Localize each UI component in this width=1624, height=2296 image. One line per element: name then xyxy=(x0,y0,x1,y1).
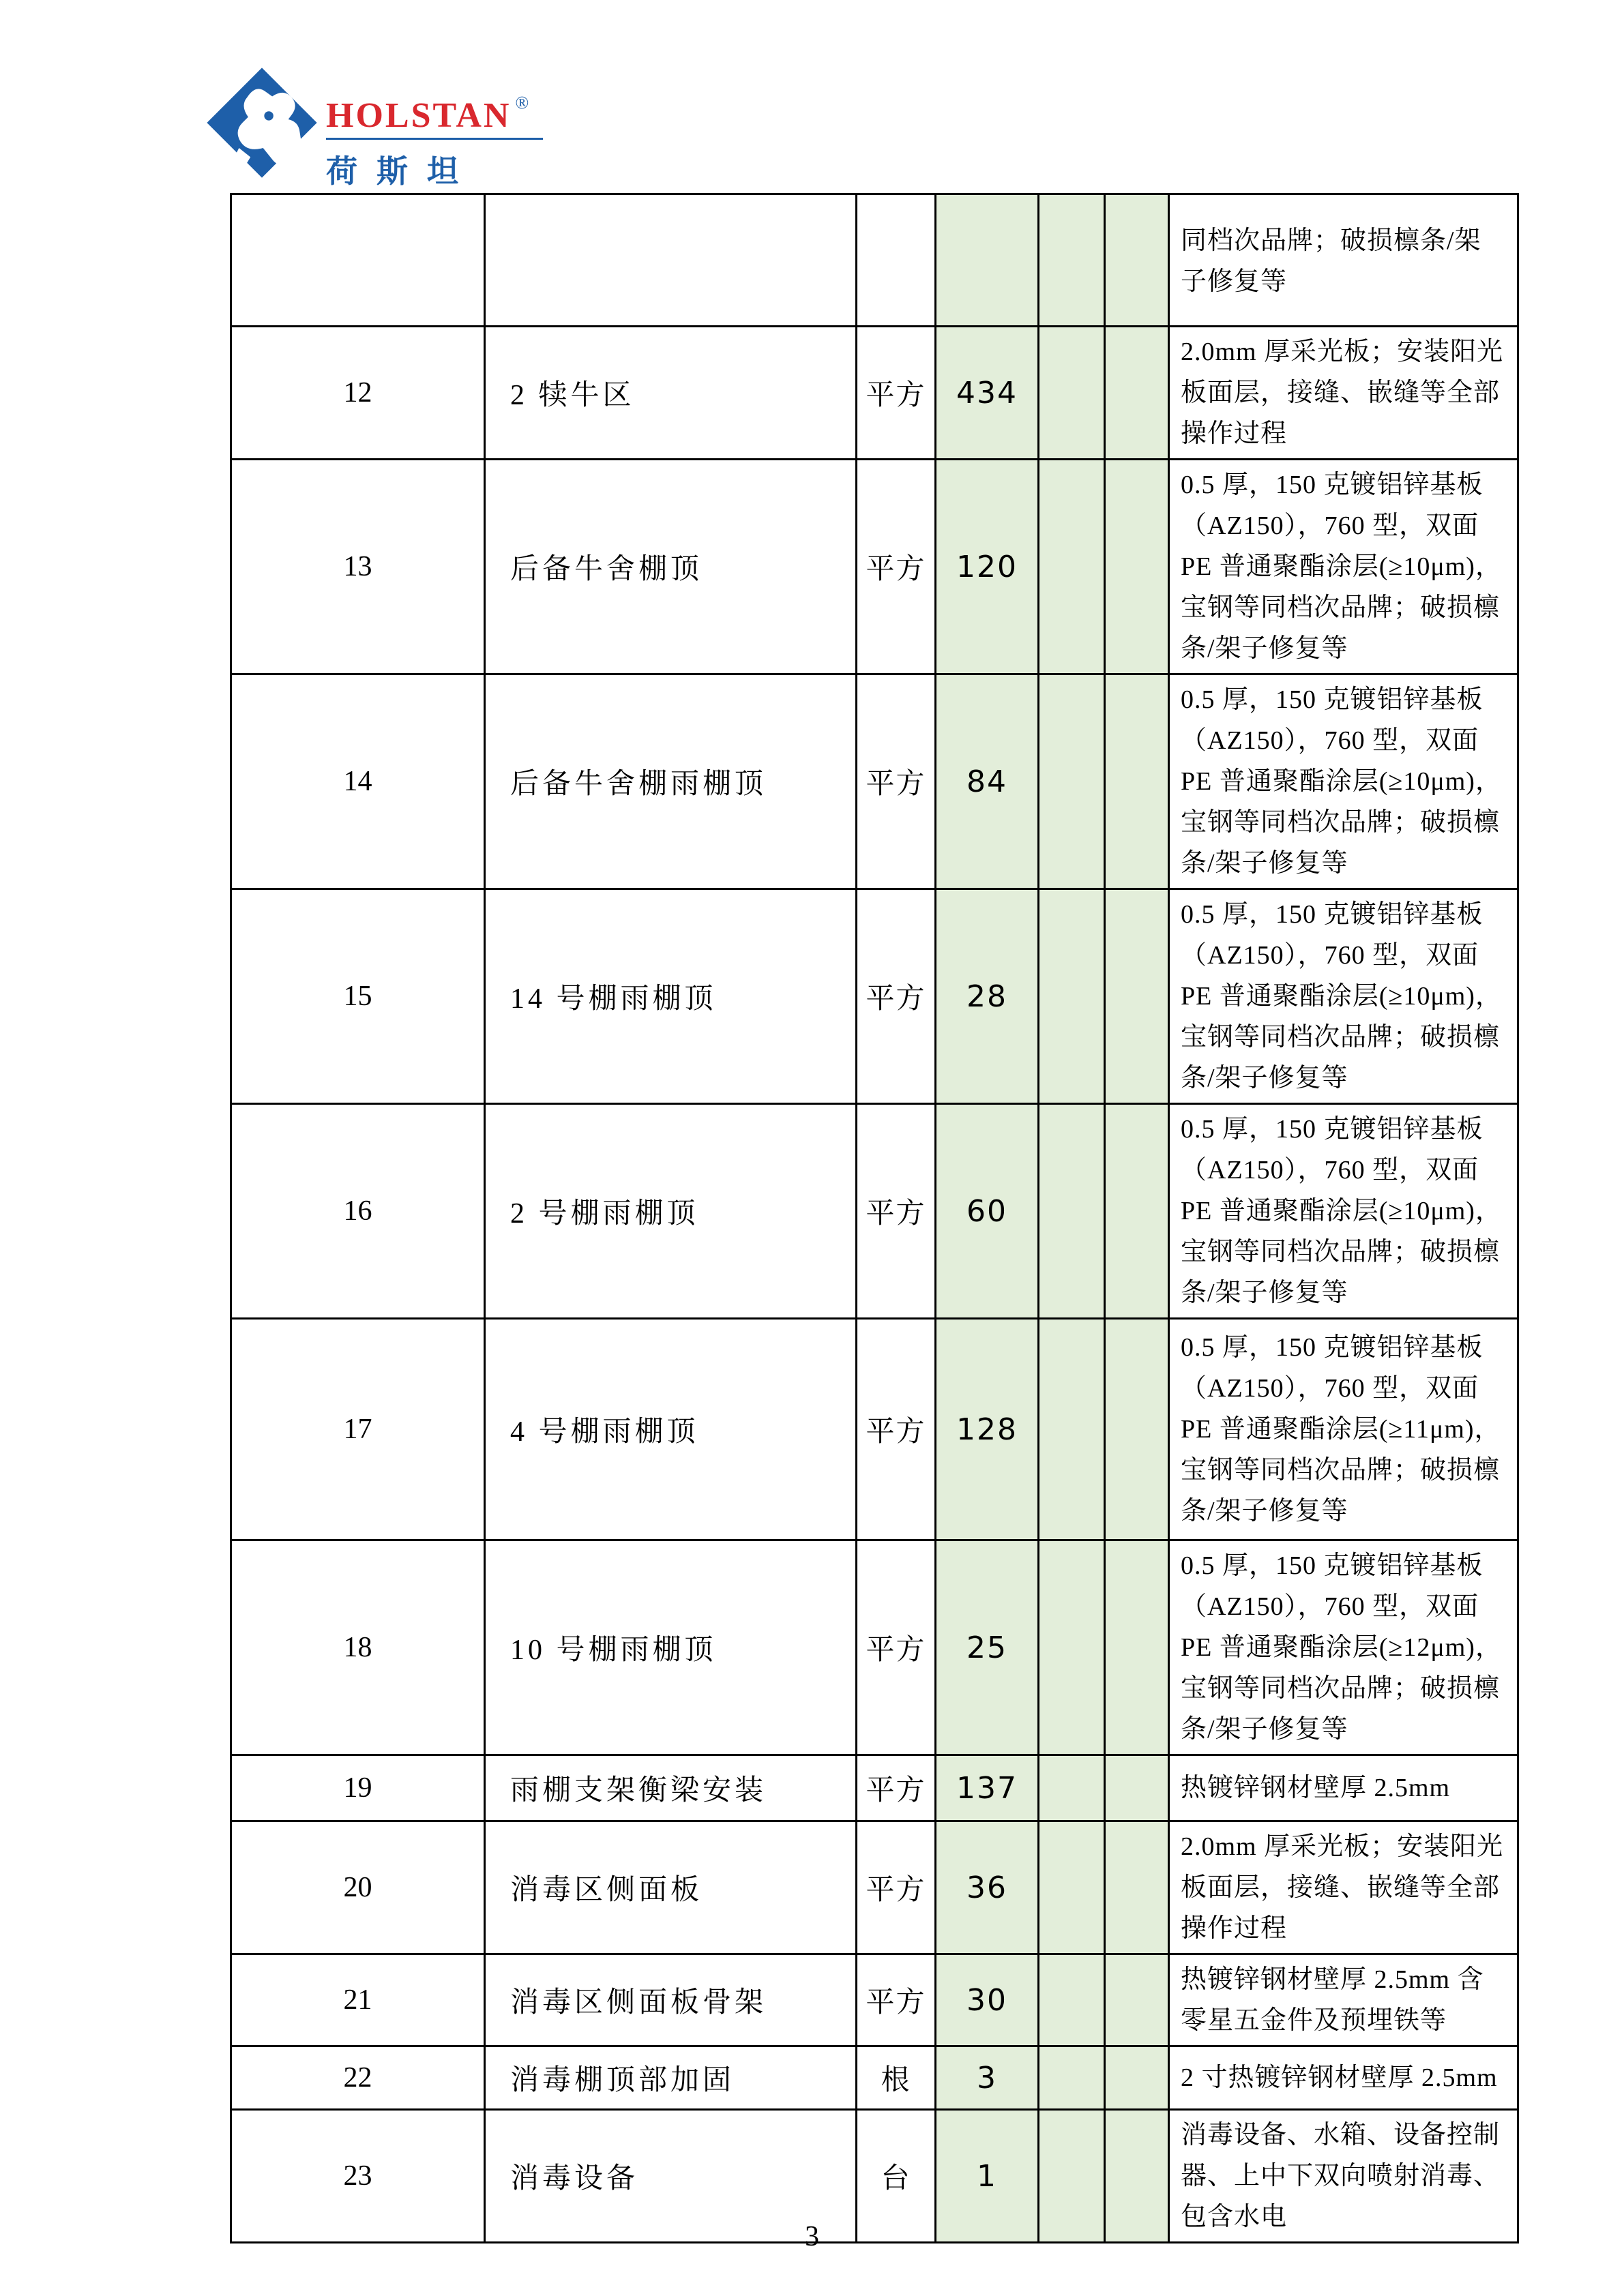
empty-amount-cell xyxy=(1105,2046,1169,2110)
empty-price-cell xyxy=(1039,327,1105,460)
boq-table xyxy=(230,193,1519,2243)
item-name-cell: 后备牛舍棚雨棚顶 xyxy=(485,674,857,889)
quantity-cell: 25 xyxy=(936,1540,1039,1755)
unit-cell: 平方 xyxy=(857,889,936,1104)
item-name-cell: 10 号棚雨棚顶 xyxy=(485,1540,857,1755)
table-row xyxy=(231,1755,1518,1821)
empty-price-cell xyxy=(1039,1540,1105,1755)
empty-amount-cell xyxy=(1105,1954,1169,2046)
unit-cell: 平方 xyxy=(857,1755,936,1821)
description-cell: 2.0mm 厚采光板；安装阳光板面层，接缝、嵌缝等全部操作过程 xyxy=(1169,327,1518,460)
unit-cell: 平方 xyxy=(857,1319,936,1540)
item-name-cell: 2 号棚雨棚顶 xyxy=(485,1104,857,1319)
quantity-cell: 84 xyxy=(936,674,1039,889)
table-row xyxy=(231,1821,1518,1954)
empty-amount-cell xyxy=(1105,674,1169,889)
item-name-cell: 消毒棚顶部加固 xyxy=(485,2046,857,2110)
item-name-cell: 4 号棚雨棚顶 xyxy=(485,1319,857,1540)
quantity-cell: 434 xyxy=(936,327,1039,460)
description-cell: 热镀锌钢材壁厚 2.5mm xyxy=(1169,1755,1518,1821)
quantity-cell: 30 xyxy=(936,1954,1039,2046)
table-row xyxy=(231,327,1518,460)
brand-text-block xyxy=(326,93,551,192)
empty-price-cell xyxy=(1039,889,1105,1104)
quantity-cell xyxy=(936,194,1039,327)
empty-amount-cell xyxy=(1105,1104,1169,1319)
description-cell: 0.5 厚，150 克镀铝锌基板（AZ150），760 型，双面 PE 普通聚酯涂层(≥11μm)，宝钢等同档次品牌；破损檩条/架子修复等 xyxy=(1169,1319,1518,1540)
row-number-cell: 14 xyxy=(231,674,485,889)
quantity-cell: 60 xyxy=(936,1104,1039,1319)
unit-cell: 平方 xyxy=(857,1104,936,1319)
description-cell: 0.5 厚，150 克镀铝锌基板（AZ150），760 型，双面 PE 普通聚酯涂层(≥10μm)，宝钢等同档次品牌；破损檩条/架子修复等 xyxy=(1169,674,1518,889)
table-row xyxy=(231,2046,1518,2110)
empty-price-cell xyxy=(1039,1954,1105,2046)
table-row xyxy=(231,1540,1518,1755)
unit-cell: 平方 xyxy=(857,1540,936,1755)
brand-underline xyxy=(326,138,543,140)
item-name-cell: 消毒设备 xyxy=(485,2110,857,2243)
unit-cell: 平方 xyxy=(857,674,936,889)
empty-price-cell xyxy=(1039,1319,1105,1540)
row-number-cell: 20 xyxy=(231,1821,485,1954)
empty-price-cell xyxy=(1039,1104,1105,1319)
unit-cell: 平方 xyxy=(857,1954,936,2046)
empty-amount-cell xyxy=(1105,889,1169,1104)
carryover-table-row xyxy=(231,194,1518,327)
empty-amount-cell xyxy=(1105,194,1169,327)
description-cell: 2.0mm 厚采光板；安装阳光板面层，接缝、嵌缝等全部操作过程 xyxy=(1169,1821,1518,1954)
row-number-cell: 15 xyxy=(231,889,485,1104)
item-name-cell: 2 犊牛区 xyxy=(485,327,857,460)
quantity-cell: 128 xyxy=(936,1319,1039,1540)
empty-price-cell xyxy=(1039,2046,1105,2110)
description-cell: 0.5 厚，150 克镀铝锌基板（AZ150），760 型，双面 PE 普通聚酯涂层(≥10μm)，宝钢等同档次品牌；破损檩条/架子修复等 xyxy=(1169,889,1518,1104)
empty-price-cell xyxy=(1039,1821,1105,1954)
empty-price-cell xyxy=(1039,1755,1105,1821)
empty-amount-cell xyxy=(1105,460,1169,674)
description-cell: 热镀锌钢材壁厚 2.5mm 含零星五金件及预埋铁等 xyxy=(1169,1954,1518,2046)
registered-trademark-icon: ® xyxy=(515,93,529,113)
row-number-cell xyxy=(231,194,485,327)
unit-cell: 平方 xyxy=(857,1821,936,1954)
quantity-cell: 3 xyxy=(936,2046,1039,2110)
quantity-cell: 137 xyxy=(936,1755,1039,1821)
row-number-cell: 18 xyxy=(231,1540,485,1755)
quantity-cell: 36 xyxy=(936,1821,1039,1954)
unit-cell: 平方 xyxy=(857,327,936,460)
cow-diamond-icon xyxy=(205,65,319,180)
empty-amount-cell xyxy=(1105,1755,1169,1821)
row-number-cell: 21 xyxy=(231,1954,485,2046)
holstan-logo xyxy=(205,63,559,199)
item-name-cell: 雨棚支架衡梁安装 xyxy=(485,1755,857,1821)
empty-amount-cell xyxy=(1105,1319,1169,1540)
item-name-cell xyxy=(485,194,857,327)
item-name-cell: 消毒区侧面板骨架 xyxy=(485,1954,857,2046)
empty-amount-cell xyxy=(1105,1821,1169,1954)
table-row xyxy=(231,1319,1518,1540)
table-row xyxy=(231,1954,1518,2046)
unit-cell: 根 xyxy=(857,2046,936,2110)
table-row xyxy=(231,1104,1518,1319)
row-number-cell: 19 xyxy=(231,1755,485,1821)
empty-price-cell xyxy=(1039,674,1105,889)
unit-cell xyxy=(857,194,936,327)
description-cell: 2 寸热镀锌钢材壁厚 2.5mm xyxy=(1169,2046,1518,2110)
table-row xyxy=(231,460,1518,674)
quantity-cell: 120 xyxy=(936,460,1039,674)
item-name-cell: 14 号棚雨棚顶 xyxy=(485,889,857,1104)
row-number-cell: 13 xyxy=(231,460,485,674)
description-cell: 0.5 厚，150 克镀铝锌基板（AZ150），760 型，双面 PE 普通聚酯涂层(≥10μm)，宝钢等同档次品牌；破损檩条/架子修复等 xyxy=(1169,1104,1518,1319)
quantity-cell: 1 xyxy=(936,2110,1039,2243)
unit-cell: 平方 xyxy=(857,460,936,674)
row-number-cell: 12 xyxy=(231,327,485,460)
empty-price-cell xyxy=(1039,460,1105,674)
empty-price-cell xyxy=(1039,194,1105,327)
description-cell: 消毒设备、水箱、设备控制器、上中下双向喷射消毒、包含水电 xyxy=(1169,2110,1518,2243)
page-number: 3 xyxy=(805,2221,819,2252)
empty-amount-cell xyxy=(1105,1540,1169,1755)
row-number-cell: 16 xyxy=(231,1104,485,1319)
table-row xyxy=(231,674,1518,889)
description-cell: 0.5 厚，150 克镀铝锌基板（AZ150），760 型，双面 PE 普通聚酯涂层(≥10μm)，宝钢等同档次品牌；破损檩条/架子修复等 xyxy=(1169,460,1518,674)
brand-name-en: HOLSTAN xyxy=(326,96,512,135)
row-number-cell: 23 xyxy=(231,2110,485,2243)
row-number-cell: 22 xyxy=(231,2046,485,2110)
item-name-cell: 后备牛舍棚顶 xyxy=(485,460,857,674)
description-cell: 同档次品牌；破损檩条/架子修复等 xyxy=(1169,194,1518,327)
table-row xyxy=(231,889,1518,1104)
empty-amount-cell xyxy=(1105,327,1169,460)
unit-cell: 台 xyxy=(857,2110,936,2243)
brand-name-cn: 荷斯坦 xyxy=(326,154,477,189)
row-number-cell: 17 xyxy=(231,1319,485,1540)
description-cell: 0.5 厚，150 克镀铝锌基板（AZ150），760 型，双面 PE 普通聚酯涂层(≥12μm)，宝钢等同档次品牌；破损檩条/架子修复等 xyxy=(1169,1540,1518,1755)
item-name-cell: 消毒区侧面板 xyxy=(485,1821,857,1954)
quantity-cell: 28 xyxy=(936,889,1039,1104)
